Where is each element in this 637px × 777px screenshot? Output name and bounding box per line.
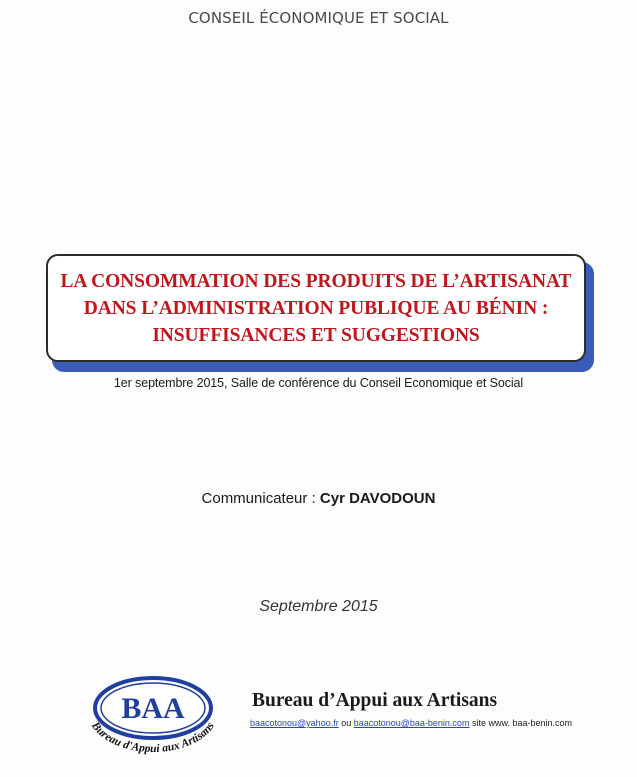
title-line-1: LA CONSOMMATION DES PRODUITS DE L’ARTISANAT xyxy=(60,270,572,292)
document-date: Septembre 2015 xyxy=(259,598,378,615)
footer-organization-name: Bureau d’Appui aux Artisans xyxy=(252,690,498,711)
logo-ring-text: Bureau d'Appui aux Artisans xyxy=(89,719,217,756)
title-line-2: DANS L’ADMINISTRATION PUBLIQUE AU BÉNIN : xyxy=(83,297,549,319)
title-line-3: INSUFFISANCES ET SUGGESTIONS xyxy=(152,324,480,346)
speaker-line xyxy=(0,490,637,507)
email-link-yahoo[interactable]: baacotonou@yahoo.fr xyxy=(250,718,339,728)
title-box xyxy=(46,254,586,362)
speaker-label: Communicateur : xyxy=(201,490,320,507)
speaker-name: Cyr DAVODOUN xyxy=(319,490,436,507)
event-details: 1er septembre 2015, Salle de conférence du Conseil Economique et Social xyxy=(113,376,524,390)
contact-line xyxy=(250,718,572,728)
baa-logo xyxy=(78,672,228,768)
email-connector: ou xyxy=(338,718,354,728)
organization-header: CONSEIL ÉCONOMIQUE ET SOCIAL xyxy=(188,9,449,27)
logo-acronym: BAA xyxy=(121,692,185,725)
website-text: site www. baa-benin.com xyxy=(469,718,572,728)
email-link-baa[interactable]: baacotonou@baa-benin.com xyxy=(353,718,470,728)
